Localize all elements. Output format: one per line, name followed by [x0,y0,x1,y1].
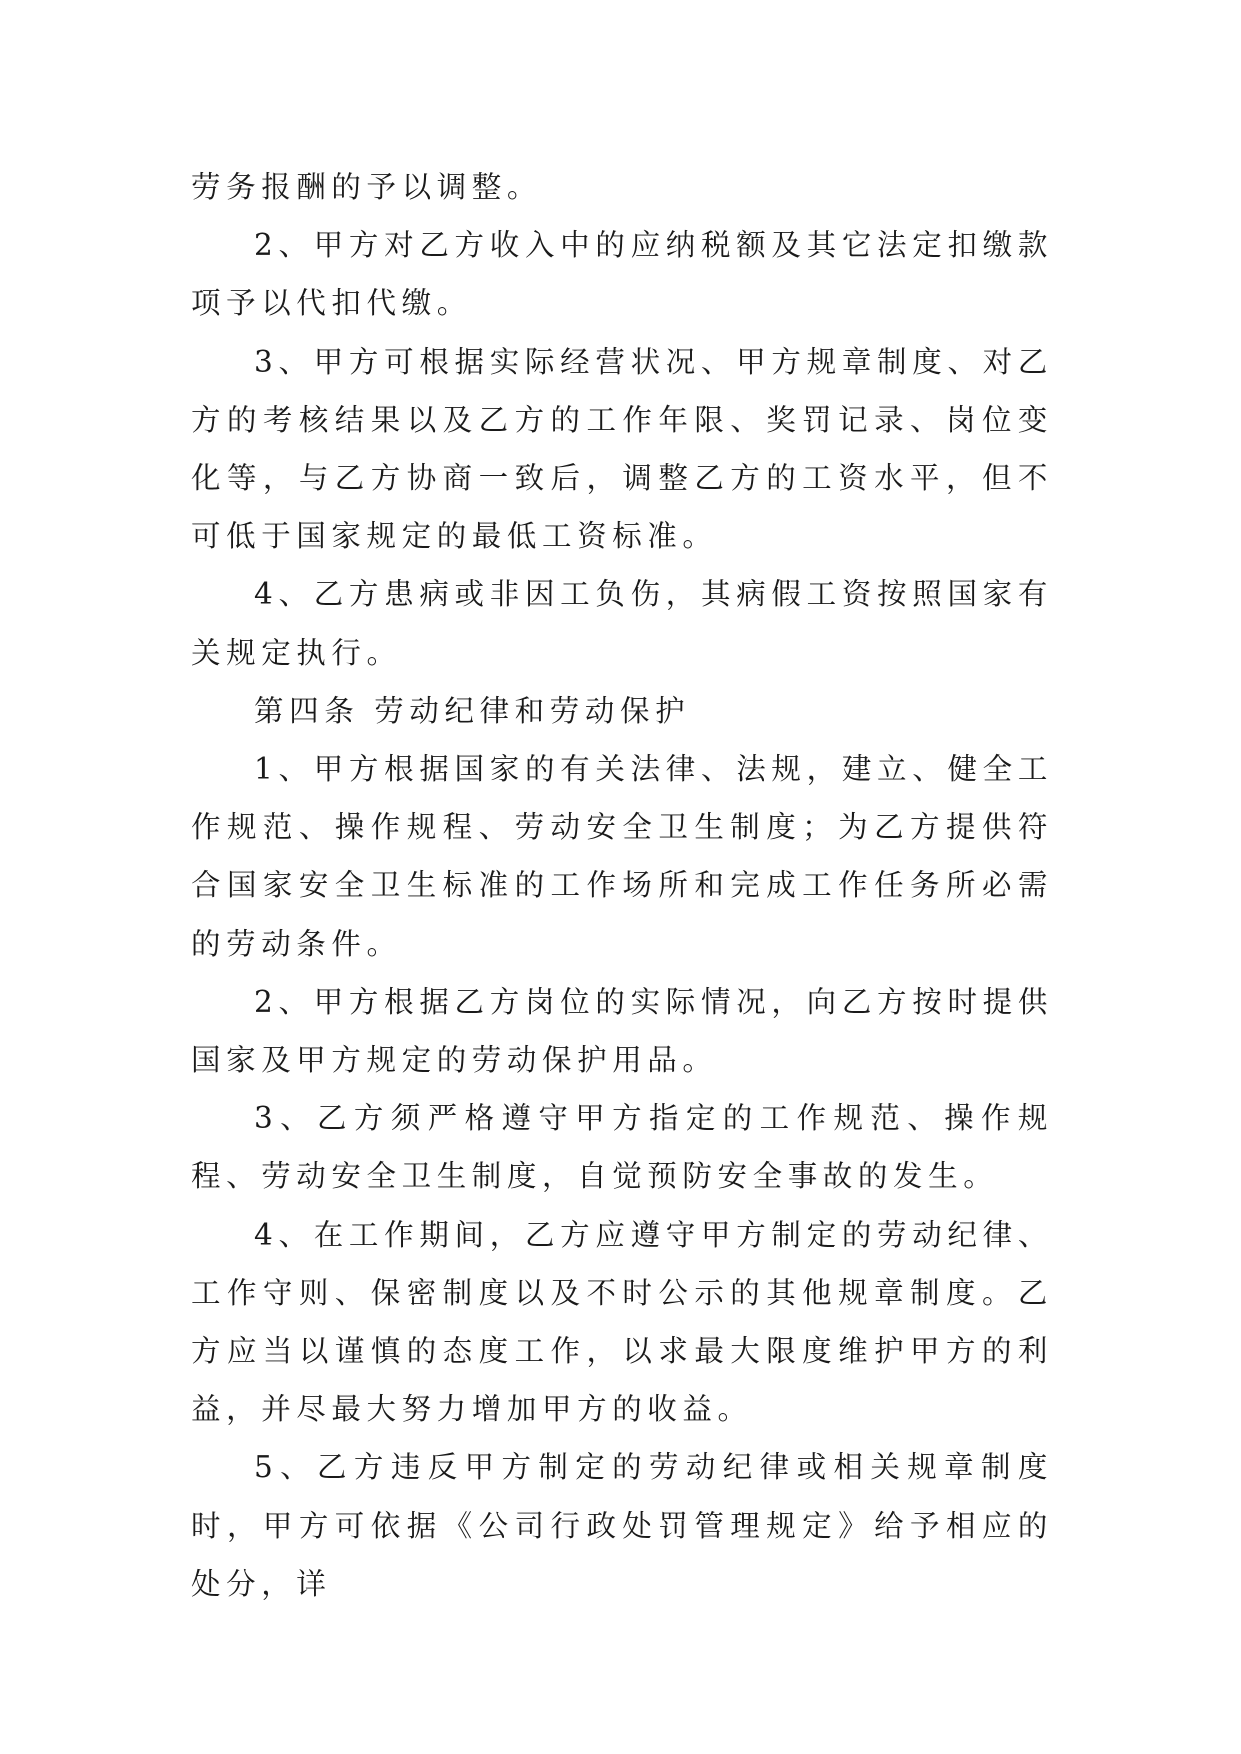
paragraph-clause-5-penalty: 5、乙方违反甲方制定的劳动纪律或相关规章制度时，甲方可依据《公司行政处罚管理规定》给予相应的处分，详 [191,1450,1053,1601]
paragraph-clause-1-safety: 1、甲方根据国家的有关法律、法规，建立、健全工作规范、操作规程、劳动安全卫生制度；为乙方提供符合国家安全卫生标准的工作场所和完成工作任务所必需的劳动条件。 [191,752,1053,961]
document-body [191,158,1053,1613]
paragraph-clause-2-protective-gear: 2、甲方根据乙方岗位的实际情况，向乙方按时提供国家及甲方规定的劳动保护用品。 [191,984,1053,1078]
paragraph-clause-3-compliance: 3、乙方须严格遵守甲方指定的工作规范、操作规程、劳动安全卫生制度，自觉预防安全事故的发生。 [191,1101,1053,1194]
paragraph-clause-4-sick-leave: 4、乙方患病或非因工负伤，其病假工资按照国家有关规定执行。 [191,577,1053,670]
paragraph-clause-3-wage-adjustment: 3、甲方可根据实际经营状况、甲方规章制度、对乙方的考核结果以及乙方的工作年限、奖罚记录、岗位变化等，与乙方协商一致后，调整乙方的工资水平，但不可低于国家规定的最低工资标准。 [191,344,1053,554]
paragraph-clause-2-tax: 2、甲方对乙方收入中的应纳税额及其它法定扣缴款项予以代扣代缴。 [191,228,1053,321]
paragraph-clause-4-discipline: 4、在工作期间，乙方应遵守甲方制定的劳动纪律、工作守则、保密制度以及不时公示的其他规章制度。乙方应当以谨慎的态度工作，以求最大限度维护甲方的利益，并尽最大努力增加甲方的收益。 [191,1217,1053,1427]
section-heading-article-4: 第四条 劳动纪律和劳动保护 [254,693,691,728]
paragraph-continuation: 劳务报酬的予以调整。 [191,170,543,204]
